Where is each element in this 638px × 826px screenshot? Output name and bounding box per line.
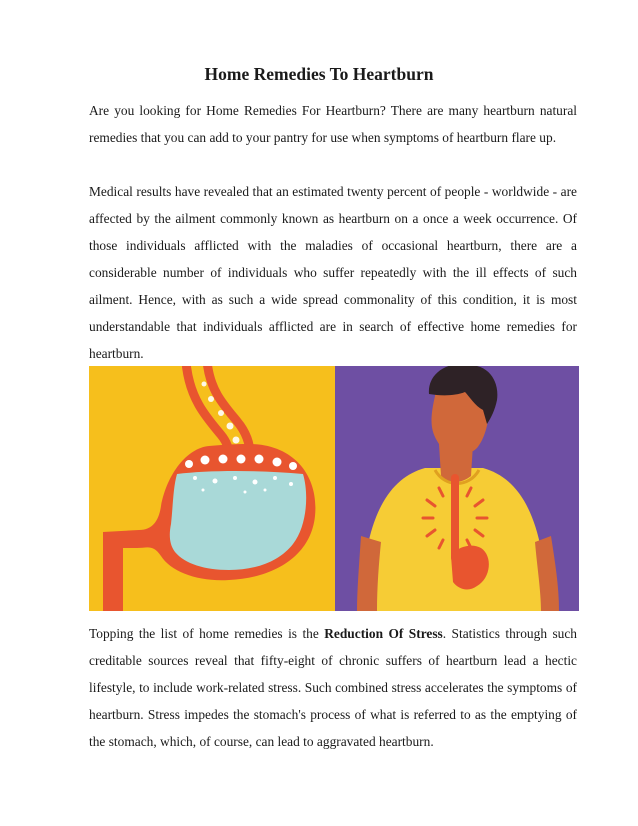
intro-paragraph: Are you looking for Home Remedies For Heartburn? There are many heartburn natural remedies that you can add to your pantry for use when symptoms of heartburn flare up.	[89, 103, 577, 145]
heartburn-illustration	[89, 366, 579, 611]
statistics-paragraph: Medical results have revealed that an estimated twenty percent of people - worldwide - are affected by the ailment commonly known as heartburn on a once a week occurrence. Of those individuals afflicted with the maladies of occasional heartburn, there are a considerable number of individuals who suffer repeatedly with the ill effects of such ailment. Hence, with as such a wide spread commonality of this condition, it is most understandable that individuals afflicted are in search of effective home remedies for heartburn.	[89, 184, 577, 361]
stress-text-bold: Reduction Of Stress	[324, 626, 443, 641]
stress-text-before: Topping the list of home remedies is the	[89, 626, 325, 641]
stress-paragraph	[89, 620, 577, 755]
stress-text-after: . Statistics through such creditable sources reveal that fifty-eight of chronic suffers of heartburn lead a hectic lifestyle, to include work-related stress. Such combined stress accelerates the symptoms of heartburn. Stress impedes the stomach's process of what is referred to as the emptying of the stomach, which, of course, can lead to aggravated heartburn.	[89, 626, 578, 749]
page-title: Home Remedies To Heartburn	[204, 64, 434, 84]
